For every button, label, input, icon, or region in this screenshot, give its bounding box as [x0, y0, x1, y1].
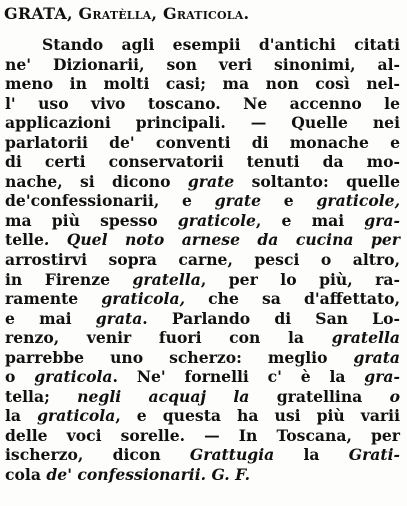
headword-variant-graticola: Graticola	[162, 4, 244, 23]
line-text: la	[274, 445, 349, 465]
entry-line	[5, 328, 400, 348]
entry-line	[5, 348, 400, 368]
entry-line	[5, 55, 400, 75]
italic-term: Grattugia	[189, 445, 275, 465]
entry-line	[5, 406, 400, 426]
italic-term: grata	[95, 308, 143, 328]
italic-term: graticole	[177, 210, 256, 230]
line-text: l' uso vivo toscano. Ne accenno le	[5, 93, 400, 113]
line-text: renzo, venir fuori con la	[5, 328, 332, 348]
line-text: nache, si dicono	[5, 171, 188, 191]
entry-line	[5, 289, 400, 309]
entry-line	[5, 133, 400, 153]
entry-line	[5, 387, 400, 407]
line-text: . Ne' fornelli c' è la	[112, 367, 365, 387]
line-text: di certi conservatorii tenuti da mo-	[5, 152, 400, 172]
line-text: de'confessionarii, e	[5, 191, 215, 211]
line-text: parlatorii de' conventi di monache e	[5, 132, 400, 152]
line-text: che sa d'affettato,	[185, 289, 400, 309]
line-text: o	[5, 367, 35, 387]
italic-term: grate	[214, 191, 262, 211]
line-text: , per lo più, ra-	[200, 269, 400, 289]
italic-term: gra-	[364, 367, 400, 387]
italic-term: o	[362, 386, 400, 406]
line-text: ma più spesso	[5, 210, 178, 230]
entry-line	[5, 191, 400, 211]
line-text: e mai	[5, 308, 96, 328]
headword-period: .	[243, 4, 250, 23]
line-text: in Firenze	[5, 269, 133, 289]
italic-term: graticola	[37, 406, 116, 426]
entry-line	[5, 426, 400, 446]
italic-term: graticola	[34, 367, 113, 387]
line-text: cola	[5, 465, 41, 485]
italic-term: Grati-	[348, 445, 401, 465]
line-text: , e mai	[255, 210, 365, 230]
line-text: ischerzo, dicon	[5, 445, 190, 465]
italic-term: . Quel noto arnese da cucina per	[43, 230, 400, 250]
italic-term: grata	[353, 347, 400, 367]
entry-line	[5, 230, 400, 250]
line-text: ne' Dizionarii, son veri sinonimi, al-	[5, 54, 400, 74]
entry-line	[5, 309, 400, 329]
line-text: applicazioni principali. — Quelle nei	[5, 113, 400, 133]
entry-line	[5, 172, 400, 192]
italic-term: graticole,	[316, 191, 401, 211]
entry-line	[5, 94, 400, 114]
italic-term: de' confessionarii. G. F.	[40, 465, 251, 485]
line-text: . Parlando di San Lo-	[142, 308, 401, 328]
line-text: delle voci sorelle. — In Toscana, per	[5, 425, 400, 445]
line-text: arrostirvi sopra carne, pesci o altro,	[5, 250, 400, 270]
line-text: tella;	[5, 386, 50, 406]
line-text: parrebbe uno scherzo: meglio	[5, 347, 354, 367]
headword-variant-gratella: Gratèlla	[78, 4, 152, 23]
entry-line	[5, 152, 400, 172]
italic-term: grate	[187, 171, 235, 191]
line-text: gratellina	[276, 386, 363, 406]
line-text: la	[5, 406, 38, 426]
headword-separator: ,	[66, 4, 79, 23]
entry-line	[5, 270, 400, 290]
entry-line	[5, 113, 400, 133]
headword-main: GRATA	[4, 4, 67, 23]
italic-term: graticola,	[101, 289, 186, 309]
entry-headword	[4, 4, 249, 23]
line-text: telle	[5, 230, 44, 250]
italic-term: gra-	[364, 210, 400, 230]
italic-term: negli acquaj la	[49, 386, 277, 406]
italic-term: gratella	[331, 328, 400, 348]
entry-line	[5, 211, 400, 231]
line-text: ramente	[5, 289, 102, 309]
line-text: meno in molti casi; ma non così nel-	[5, 74, 400, 94]
line-text: , e questa ha usi più varii	[115, 406, 400, 426]
line-text: e	[261, 191, 317, 211]
entry-line	[5, 74, 400, 94]
italic-term: gratella	[132, 269, 201, 289]
entry-line	[5, 445, 400, 465]
line-text: Stando agli esempii d'antichi citati	[42, 35, 400, 54]
entry-line	[5, 250, 400, 270]
entry-line	[5, 35, 400, 55]
line-text: soltanto: quelle	[234, 171, 400, 191]
entry-line	[5, 465, 400, 485]
entry-body	[5, 35, 400, 485]
headword-separator: ,	[151, 4, 163, 23]
entry-line	[5, 367, 400, 387]
